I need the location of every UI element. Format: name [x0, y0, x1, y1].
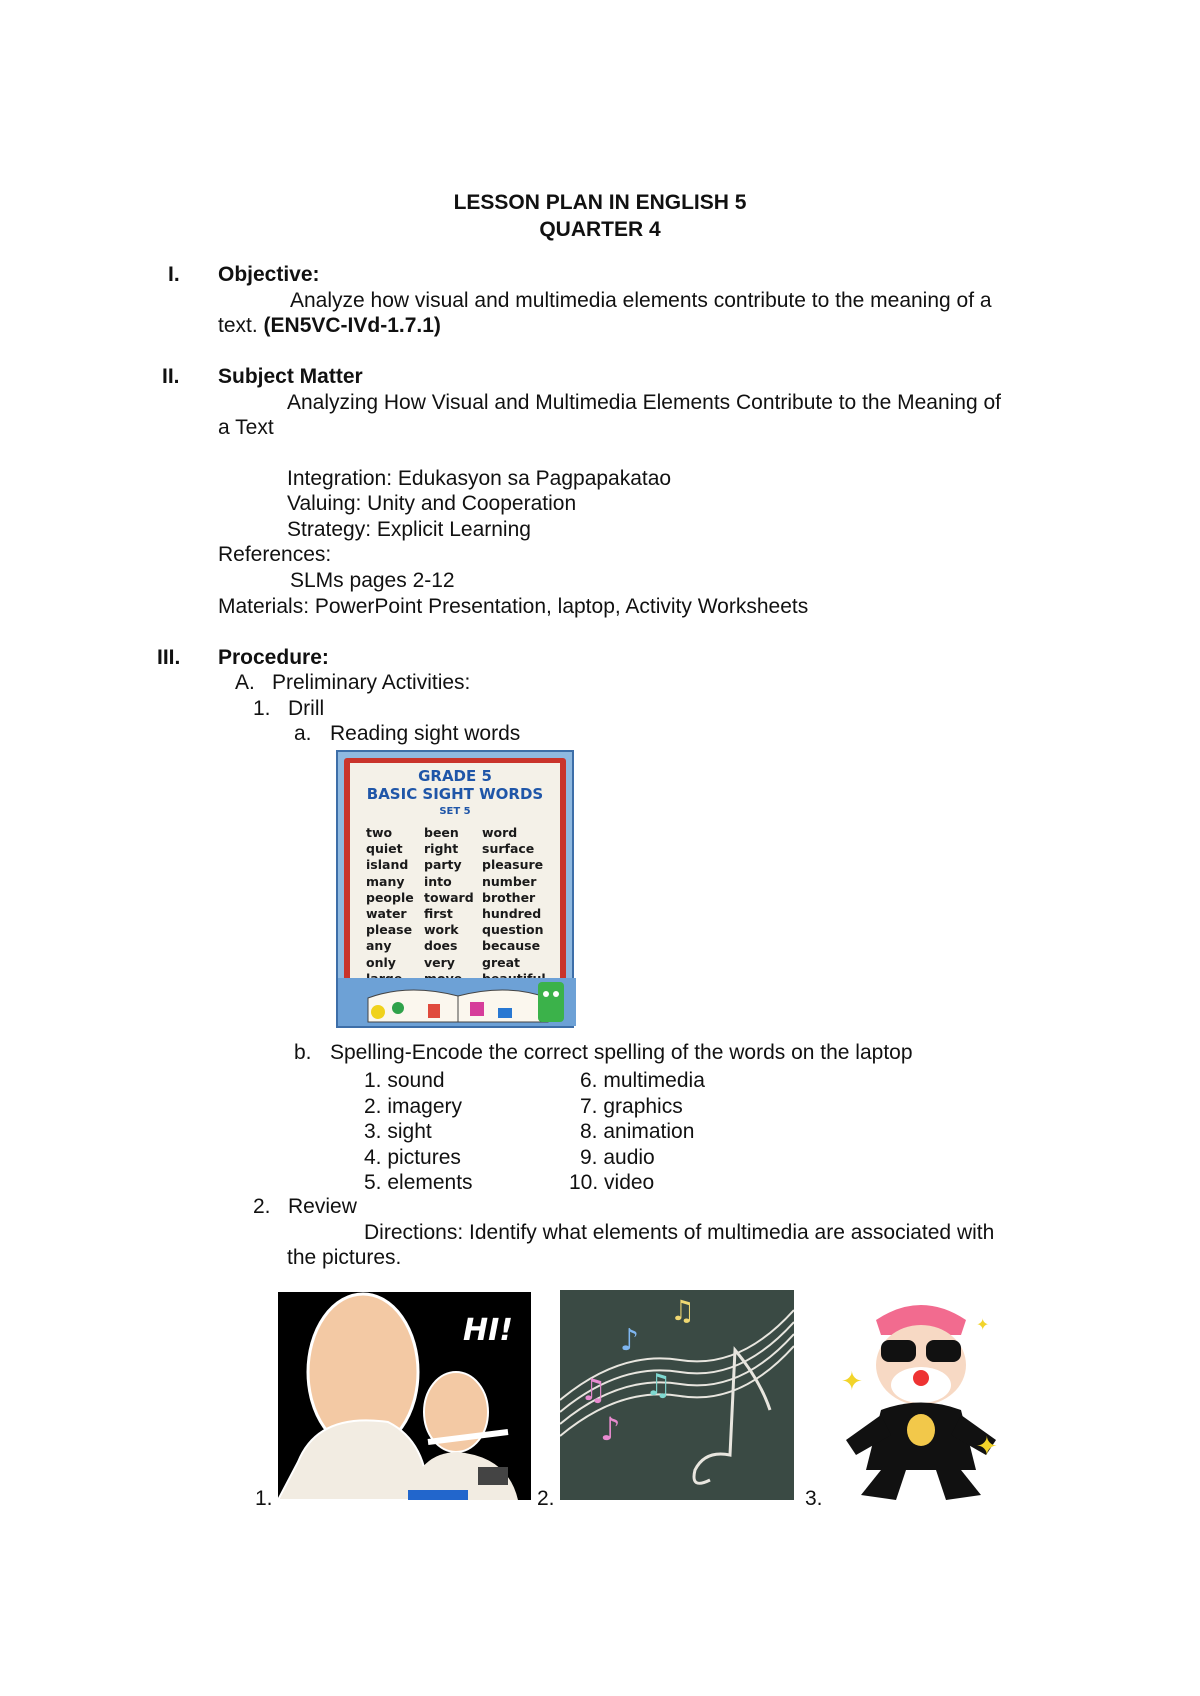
list-item: two [366, 825, 393, 840]
list-item: very [424, 954, 455, 970]
list-item: 3. sight [364, 1120, 432, 1143]
integration: Integration: Edukasyon sa Pagpapakatao [287, 467, 672, 490]
list-item: hundred [482, 905, 542, 921]
list-item: word [482, 825, 518, 840]
svg-text:♪: ♪ [600, 1410, 621, 1448]
svg-text:✦: ✦ [976, 1432, 998, 1462]
svg-text:♫: ♫ [580, 1373, 607, 1408]
objective-text-end: text. [218, 314, 258, 337]
section-a-marker: A. [235, 671, 255, 694]
list-item: 4. pictures [364, 1145, 461, 1169]
materials: Materials: PowerPoint Presentation, laptop, Activity Worksheets [218, 595, 809, 618]
page-title: LESSON PLAN IN ENGLISH 5 [453, 191, 747, 214]
sight-words-column-1 [366, 825, 414, 987]
list-item: toward [424, 889, 474, 905]
svg-text:♪: ♪ [620, 1323, 640, 1358]
svg-text:✦: ✦ [976, 1315, 990, 1334]
list-item: people [366, 889, 414, 905]
list-item: 9. audio [580, 1145, 655, 1169]
list-item: island [366, 857, 409, 873]
list-item: 6. multimedia [580, 1069, 705, 1092]
list-item: number [482, 873, 537, 889]
spelling-marker: b. [294, 1041, 312, 1064]
picture-label-3: 3. [805, 1487, 823, 1510]
list-item: 7. graphics [580, 1094, 683, 1118]
list-item: because [482, 938, 541, 954]
cartoon-character-illustration [836, 1290, 1006, 1505]
list-item: 2. imagery [364, 1094, 463, 1118]
comic-dialogue-image [278, 1292, 531, 1500]
section-a-label: Preliminary Activities: [272, 671, 471, 694]
cartoon-character-image [836, 1290, 1006, 1505]
quarter-title: QUARTER 4 [539, 218, 661, 241]
list-item: 5. elements [364, 1171, 473, 1194]
list-item: please [366, 922, 413, 938]
reading-label: Reading sight words [330, 722, 521, 745]
list-item: into [424, 873, 452, 889]
procedure-heading: Procedure: [218, 646, 329, 669]
objective-heading: Objective: [218, 263, 320, 286]
objective-line2 [218, 315, 441, 336]
review-marker: 2. [253, 1195, 271, 1218]
objective-line1: Analyze how visual and multimedia elements contribute to the meaning of a [290, 289, 992, 312]
picture-label-2: 2. [537, 1487, 555, 1510]
subject-heading: Subject Matter [218, 365, 363, 388]
reading-marker: a. [294, 722, 312, 745]
subject-line1: Analyzing How Visual and Multimedia Elements Contribute to the Meaning of [287, 391, 1001, 414]
sight-words-board [350, 763, 560, 1005]
sight-words-column-2 [424, 825, 474, 987]
list-item: question [482, 922, 544, 938]
sight-words-column-3 [482, 825, 546, 987]
music-notes-illustration [560, 1290, 794, 1500]
directions-line2: the pictures. [287, 1246, 402, 1269]
svg-text:✦: ✦ [841, 1367, 863, 1397]
sight-words-set: SET 5 [439, 806, 471, 817]
subject-numeral: II. [162, 365, 180, 388]
sight-words-grade: GRADE 5 [418, 767, 492, 785]
spelling-label: Spelling-Encode the correct spelling of the words on the laptop [330, 1041, 913, 1064]
objective-code: (EN5VC-IVd-1.7.1) [263, 314, 441, 337]
directions-line1: Directions: Identify what elements of multimedia are associated with [364, 1221, 995, 1244]
drill-marker: 1. [253, 697, 271, 720]
svg-text:♫: ♫ [645, 1368, 672, 1403]
drill-label: Drill [288, 697, 325, 720]
list-item: surface [482, 841, 535, 857]
list-item: pleasure [482, 857, 544, 873]
music-notes-image [560, 1290, 794, 1500]
list-item: party [424, 857, 462, 873]
list-item: great [482, 954, 521, 970]
list-item: 10. video [569, 1171, 655, 1194]
list-item: any [366, 938, 392, 954]
svg-text:♫: ♫ [670, 1294, 696, 1327]
list-item: does [424, 938, 458, 954]
sight-words-title: BASIC SIGHT WORDS [366, 785, 544, 803]
sight-words-frame [344, 758, 566, 1010]
review-label: Review [288, 1195, 357, 1218]
procedure-numeral: III. [157, 646, 181, 669]
subject-line2: a Text [218, 416, 274, 439]
list-item: only [366, 954, 396, 970]
list-item: brother [482, 889, 536, 905]
strategy: Strategy: Explicit Learning [287, 518, 531, 541]
references-label: References: [218, 543, 332, 566]
list-item: many [366, 873, 405, 889]
list-item: 8. animation [580, 1120, 695, 1143]
list-item: work [424, 922, 459, 938]
list-item: right [424, 841, 459, 857]
picture-label-1: 1. [255, 1487, 273, 1510]
books-illustration [338, 978, 576, 1026]
list-item: 1. sound [364, 1069, 445, 1092]
list-item: first [424, 905, 453, 921]
sight-words-card [336, 750, 574, 1028]
valuing: Valuing: Unity and Cooperation [287, 492, 577, 515]
comic-speech-text: HI! [463, 1313, 513, 1348]
list-item: been [424, 825, 459, 840]
references-value: SLMs pages 2-12 [290, 569, 455, 592]
comic-illustration [278, 1292, 531, 1500]
spelling-list-right [569, 1068, 705, 1196]
list-item: quiet [366, 841, 403, 857]
list-item: water [366, 905, 407, 921]
objective-numeral: I. [168, 263, 180, 286]
spelling-list-left [364, 1068, 473, 1196]
